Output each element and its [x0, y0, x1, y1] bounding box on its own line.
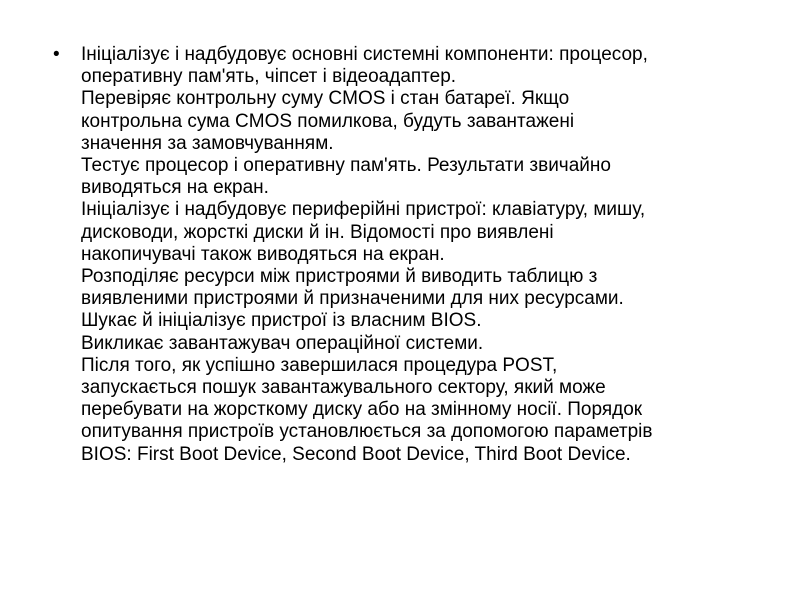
text-line: Тестує процесор і оперативну пам'ять. Результати звичайно	[81, 155, 611, 177]
text-line: накопичувачі також виводяться на екран.	[81, 243, 445, 265]
bullet-text	[81, 44, 760, 466]
text-line: Шукає й ініціалізує пристрої із власним BIOS.	[81, 310, 482, 332]
text-line: виводяться на екран.	[81, 177, 269, 199]
text-line: контрольна сума CMOS помилкова, будуть завантажені	[81, 110, 575, 132]
text-line: опитування пристроїв установлюється за допомогою параметрів	[81, 421, 653, 443]
text-line: значення за замовчуванням.	[81, 132, 334, 154]
slide-content	[50, 44, 760, 466]
text-line: запускається пошук завантажувального сектору, який може	[81, 377, 606, 399]
text-line: Ініціалізує і надбудовує основні системні компоненти: процесор,	[81, 44, 648, 65]
text-line: Після того, як успішно завершилася процедура POST,	[81, 354, 558, 376]
text-line: Викликає завантажувач операційної системи.	[81, 332, 484, 354]
text-line: BIOS: First Boot Device, Second Boot Device, Third Boot Device.	[81, 443, 631, 465]
text-line: дисководи, жорсткі диски й ін. Відомості про виявлені	[81, 221, 554, 243]
text-line: перебувати на жорсткому диску або на змінному носії. Порядок	[81, 399, 643, 421]
bullet-item	[50, 44, 760, 466]
text-line: оперативну пам'ять, чіпсет і відеоадаптер.	[81, 66, 457, 88]
text-line: Перевіряє контрольну суму CMOS і стан батареї. Якщо	[81, 88, 570, 110]
bullet-icon: •	[53, 44, 60, 65]
text-line: виявленими пристроями й призначеними для них ресурсами.	[81, 288, 624, 310]
text-line: Розподіляє ресурси між пристроями й виводить таблицю з	[81, 266, 598, 288]
text-line: Ініціалізує і надбудовує периферійні пристрої: клавіатуру, мишу,	[81, 199, 646, 221]
